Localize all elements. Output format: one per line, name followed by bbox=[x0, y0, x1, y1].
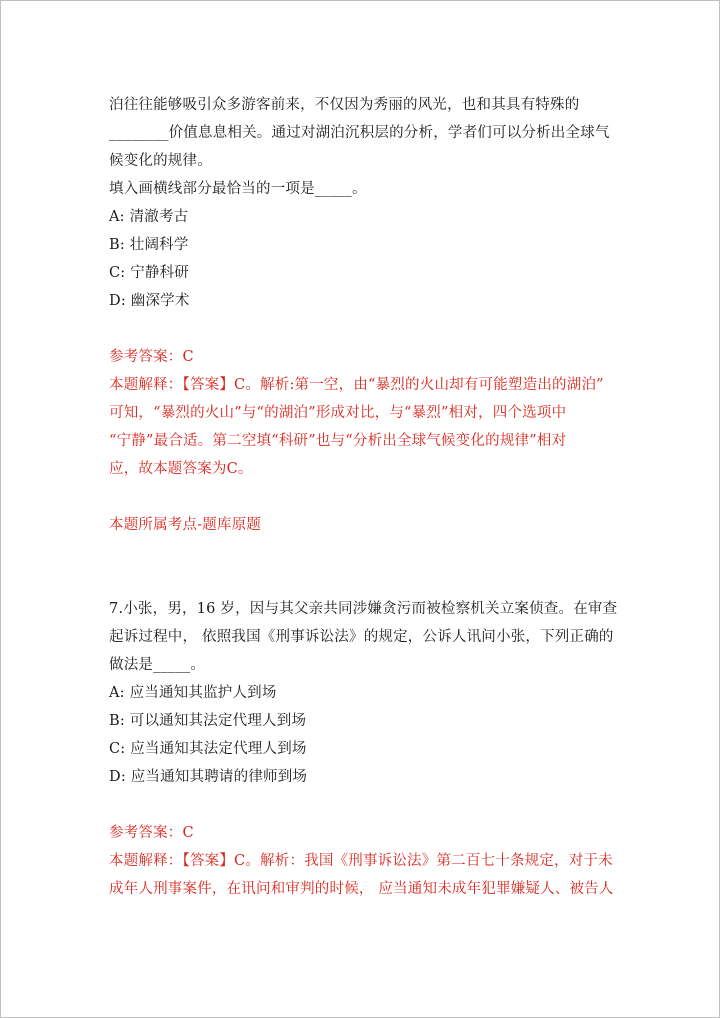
question-7-options bbox=[109, 679, 629, 791]
question-6-explanation bbox=[109, 371, 629, 483]
stem-line: 泊往往能够吸引众多游客前来，不仅因为秀丽的风光，也和其具有特殊的 bbox=[109, 97, 580, 113]
stem-line: 候变化的规律。 bbox=[109, 153, 212, 169]
question-6-options bbox=[109, 203, 629, 315]
question-6-prompt: 填入画横线部分最恰当的一项是_____。 bbox=[109, 181, 367, 197]
question-6-stem bbox=[109, 91, 629, 175]
stem-line: ________价值息息相关。通过对湖泊沉积层的分析，学者们可以分析出全球气 bbox=[109, 125, 610, 141]
explanation-line: 本题解释：【答案】C。解析：我国《刑事诉讼法》第二百七十条规定，对于未 bbox=[109, 853, 613, 869]
explanation-line: 本题解释：【答案】C。解析:第一空，由“暴烈的火山却有可能塑造出的湖泊” bbox=[109, 377, 604, 393]
explanation-line: 成年人刑事案件，在讯问和审判的时候， 应当通知未成年犯罪嫌疑人、被告人 bbox=[109, 881, 614, 897]
option-a: A: 清澈考古 bbox=[109, 209, 189, 225]
option-d: D: 幽深学术 bbox=[109, 293, 190, 309]
explanation-line: “宁静”最合适。第二空填“科研”也与“分析出全球气候变化的规律”相对 bbox=[109, 433, 567, 449]
page-content bbox=[109, 91, 629, 903]
question-7-stem bbox=[109, 595, 629, 679]
question-7-answer: 参考答案：C bbox=[109, 825, 194, 841]
stem-line: 7.小张，男，16 岁，因与其父亲共同涉嫌贪污而被检察机关立案侦查。在审查 bbox=[109, 601, 618, 617]
explanation-line: 应，故本题答案为C。 bbox=[109, 461, 253, 477]
option-d: D: 应当通知其聘请的律师到场 bbox=[109, 769, 308, 785]
option-c: C: 应当通知其法定代理人到场 bbox=[109, 741, 307, 757]
question-7-explanation bbox=[109, 847, 629, 903]
option-a: A: 应当通知其监护人到场 bbox=[109, 685, 277, 701]
explanation-line: 可知，“暴烈的火山”与“的湖泊”形成对比，与“暴烈”相对，四个选项中 bbox=[109, 405, 567, 421]
option-b: B: 壮阔科学 bbox=[109, 237, 189, 253]
question-6-answer: 参考答案：C bbox=[109, 349, 194, 365]
option-b: B: 可以通知其法定代理人到场 bbox=[109, 713, 307, 729]
question-6-category: 本题所属考点-题库原题 bbox=[109, 517, 262, 533]
stem-line: 做法是_____。 bbox=[109, 657, 206, 673]
stem-line: 起诉过程中， 依照我国《刑事诉讼法》的规定，公诉人讯问小张，下列正确的 bbox=[109, 629, 614, 645]
option-c: C: 宁静科研 bbox=[109, 265, 189, 281]
